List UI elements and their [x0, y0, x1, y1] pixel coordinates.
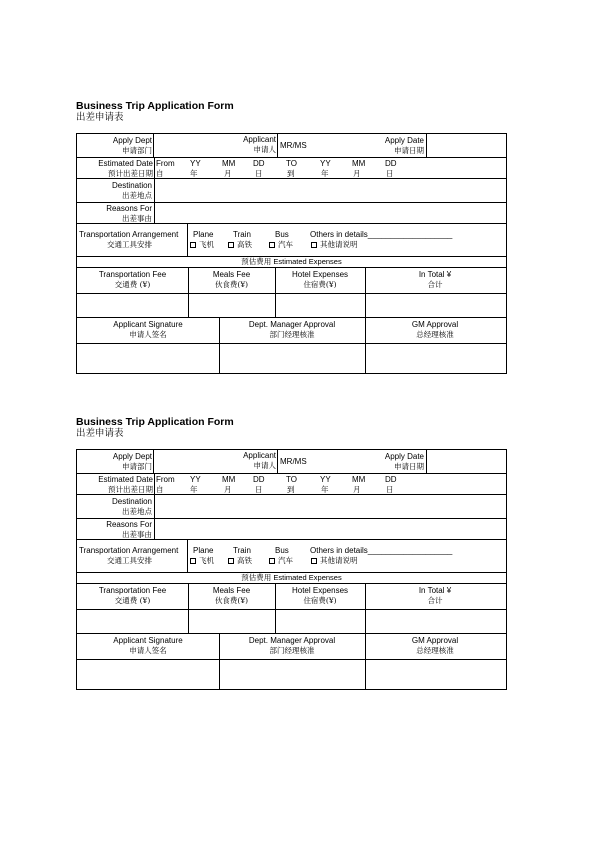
train-label: Train: [233, 546, 251, 555]
from-year-label-zh: 年: [190, 169, 198, 178]
hotel-fee-label: Hotel Expenses: [291, 586, 349, 595]
form-title: Business Trip Application Form: [76, 100, 234, 112]
hotel-fee-label: Hotel Expenses: [291, 270, 349, 279]
meals-fee-label: Meals Fee: [212, 270, 251, 279]
estimated-expenses-header: [77, 257, 506, 268]
applicant-signature-label-zh: 申请人签名: [129, 646, 167, 655]
gm-approval-field[interactable]: [366, 344, 505, 371]
total-label-zh: 合计: [427, 596, 443, 605]
from-day-label[interactable]: DD: [253, 475, 265, 484]
to-label: TO: [286, 475, 297, 484]
destination-label-zh: 出差地点: [122, 507, 152, 516]
form-table: [76, 449, 507, 690]
from-month-label[interactable]: MM: [222, 475, 236, 484]
from-day-label[interactable]: DD: [253, 159, 265, 168]
to-year-label-zh: 年: [321, 169, 329, 178]
transport-label: Transportation Arrangement: [79, 230, 179, 239]
apply-info-row: [77, 134, 506, 158]
to-year-label-zh: 年: [321, 485, 329, 494]
transport-fee-label: Transportation Fee: [98, 586, 167, 595]
destination-label: Destination: [111, 497, 152, 506]
hotel-fee-input[interactable]: [276, 610, 365, 633]
form-title: Business Trip Application Form: [76, 416, 234, 428]
estimated-expenses-zh: 预估费用: [241, 573, 272, 582]
from-label: From: [156, 475, 175, 484]
to-label-zh: 到: [287, 485, 295, 494]
estimated-expenses-en: Estimated Expenses: [273, 257, 342, 266]
to-year-label[interactable]: YY: [320, 159, 331, 168]
apply-date-label-zh: 申请日期: [394, 146, 424, 155]
apply-date-label: Apply Date: [384, 452, 424, 461]
applicant-signature-label-zh: 申请人签名: [129, 330, 167, 339]
applicant-label: Applicant: [243, 451, 276, 460]
meals-fee-input[interactable]: [189, 610, 275, 633]
destination-label-zh: 出差地点: [122, 191, 152, 200]
others-label[interactable]: Others in details___________________: [310, 546, 453, 555]
approvals-row: [77, 634, 506, 689]
to-month-label-zh: 月: [353, 169, 361, 178]
from-label-zh: 自: [156, 169, 164, 178]
applicant-field[interactable]: MR/MS: [280, 141, 307, 150]
meals-fee-label: Meals Fee: [212, 586, 251, 595]
gm-approval-label: GM Approval: [411, 320, 459, 329]
transport-fee-input[interactable]: [77, 610, 188, 633]
estimated-expenses-header: [77, 573, 506, 584]
apply-dept-label-zh: 申请部门: [122, 462, 152, 471]
reasons-field[interactable]: [155, 519, 506, 539]
hotel-fee-label-zh: 住宿费(¥): [303, 596, 337, 605]
destination-row: [77, 495, 506, 519]
apply-dept-label: Apply Dept: [112, 452, 152, 461]
destination-field[interactable]: [155, 495, 506, 518]
hotel-fee-label-zh: 住宿费(¥): [303, 280, 337, 289]
estimated-expenses-en: Estimated Expenses: [273, 573, 342, 582]
applicant-label-zh: 申请人: [253, 461, 276, 470]
transport-fee-input[interactable]: [77, 294, 188, 317]
plane-label: Plane: [193, 546, 214, 555]
trip-form-2: [76, 416, 507, 690]
from-month-label-zh: 月: [224, 169, 232, 178]
total-label: In Total ¥: [418, 586, 452, 595]
bus-option[interactable]: 汽车: [269, 240, 293, 249]
from-year-label[interactable]: YY: [190, 475, 201, 484]
total-label-zh: 合计: [427, 280, 443, 289]
others-option[interactable]: 其他请说明: [311, 556, 358, 565]
applicant-label: Applicant: [243, 135, 276, 144]
to-day-label-zh: 日: [386, 169, 394, 178]
applicant-signature-label: Applicant Signature: [113, 636, 183, 645]
to-label-zh: 到: [287, 169, 295, 178]
transport-fee-label: Transportation Fee: [98, 270, 167, 279]
bus-label: Bus: [275, 546, 289, 555]
others-option[interactable]: 其他请说明: [311, 240, 358, 249]
reasons-label-zh: 出差事由: [122, 214, 152, 223]
apply-date-label: Apply Date: [384, 136, 424, 145]
form-subtitle: 出差申请表: [76, 112, 124, 123]
bus-label: Bus: [275, 230, 289, 239]
estimated-date-label-zh: 预计出差日期: [108, 169, 153, 178]
meals-fee-label-zh: 伙食费(¥): [214, 280, 249, 289]
estimated-date-row: [77, 158, 506, 179]
from-year-label-zh: 年: [190, 485, 198, 494]
fees-row: [77, 584, 506, 634]
apply-dept-label: Apply Dept: [112, 136, 152, 145]
gm-approval-label-zh: 总经理核准: [416, 646, 454, 655]
applicant-signature-label: Applicant Signature: [113, 320, 183, 329]
to-label: TO: [286, 159, 297, 168]
fees-row: [77, 268, 506, 318]
trip-form-1: [76, 100, 507, 374]
train-option[interactable]: 高铁: [228, 556, 252, 565]
plane-label: Plane: [193, 230, 214, 239]
from-label: From: [156, 159, 175, 168]
transport-label-zh: 交通工具安排: [107, 556, 152, 565]
manager-approval-field[interactable]: [220, 660, 365, 687]
total-input[interactable]: [366, 610, 505, 633]
transport-label: Transportation Arrangement: [79, 546, 179, 555]
reasons-label: Reasons For: [106, 520, 152, 529]
hotel-fee-input[interactable]: [276, 294, 365, 317]
applicant-signature-field[interactable]: [77, 660, 219, 687]
apply-dept-field[interactable]: [154, 134, 204, 157]
manager-approval-label-zh: 部门经理核准: [269, 646, 315, 655]
gm-approval-field[interactable]: [366, 660, 505, 687]
transport-fee-label-zh: 交通费 (¥): [114, 596, 151, 605]
apply-date-field[interactable]: [427, 450, 505, 473]
estimated-date-row: [77, 474, 506, 495]
total-input[interactable]: [366, 294, 505, 317]
reasons-label-zh: 出差事由: [122, 530, 152, 539]
from-year-label[interactable]: YY: [190, 159, 201, 168]
others-label[interactable]: Others in details___________________: [310, 230, 453, 239]
applicant-field[interactable]: MR/MS: [280, 457, 307, 466]
gm-approval-label: GM Approval: [411, 636, 459, 645]
meals-fee-label-zh: 伙食费(¥): [214, 596, 249, 605]
from-day-label-zh: 日: [255, 485, 263, 494]
reasons-row: [77, 203, 506, 224]
to-month-label[interactable]: MM: [352, 475, 366, 484]
estimated-date-label-zh: 预计出差日期: [108, 485, 153, 494]
from-label-zh: 自: [156, 485, 164, 494]
from-month-label[interactable]: MM: [222, 159, 236, 168]
approvals-row: [77, 318, 506, 373]
manager-approval-label: Dept. Manager Approval: [248, 320, 336, 329]
bus-option[interactable]: 汽车: [269, 556, 293, 565]
destination-row: [77, 179, 506, 203]
form-subtitle: 出差申请表: [76, 428, 124, 439]
gm-approval-label-zh: 总经理核准: [416, 330, 454, 339]
total-label: In Total ¥: [418, 270, 452, 279]
apply-info-row: [77, 450, 506, 474]
apply-date-field[interactable]: [427, 134, 505, 157]
applicant-signature-field[interactable]: [77, 344, 219, 371]
to-month-label-zh: 月: [353, 485, 361, 494]
to-month-label[interactable]: MM: [352, 159, 366, 168]
apply-dept-field[interactable]: [154, 450, 204, 473]
to-day-label[interactable]: DD: [385, 159, 397, 168]
plane-option[interactable]: 飞机: [190, 556, 214, 565]
apply-dept-label-zh: 申请部门: [122, 146, 152, 155]
train-label: Train: [233, 230, 251, 239]
transport-row: [77, 224, 506, 257]
reasons-row: [77, 519, 506, 540]
transport-label-zh: 交通工具安排: [107, 240, 152, 249]
estimated-date-label: Estimated Date: [98, 159, 153, 168]
form-table: [76, 133, 507, 374]
destination-field[interactable]: [155, 179, 506, 202]
estimated-date-label: Estimated Date: [98, 475, 153, 484]
plane-option[interactable]: 飞机: [190, 240, 214, 249]
manager-approval-label: Dept. Manager Approval: [248, 636, 336, 645]
manager-approval-field[interactable]: [220, 344, 365, 371]
train-option[interactable]: 高铁: [228, 240, 252, 249]
to-day-label[interactable]: DD: [385, 475, 397, 484]
estimated-expenses-zh: 预估费用: [241, 257, 272, 266]
to-year-label[interactable]: YY: [320, 475, 331, 484]
reasons-label: Reasons For: [106, 204, 152, 213]
apply-date-label-zh: 申请日期: [394, 462, 424, 471]
destination-label: Destination: [111, 181, 152, 190]
from-month-label-zh: 月: [224, 485, 232, 494]
from-day-label-zh: 日: [255, 169, 263, 178]
meals-fee-input[interactable]: [189, 294, 275, 317]
reasons-field[interactable]: [155, 203, 506, 223]
transport-row: [77, 540, 506, 573]
applicant-label-zh: 申请人: [253, 145, 276, 154]
manager-approval-label-zh: 部门经理核准: [269, 330, 315, 339]
to-day-label-zh: 日: [386, 485, 394, 494]
transport-fee-label-zh: 交通费 (¥): [114, 280, 151, 289]
